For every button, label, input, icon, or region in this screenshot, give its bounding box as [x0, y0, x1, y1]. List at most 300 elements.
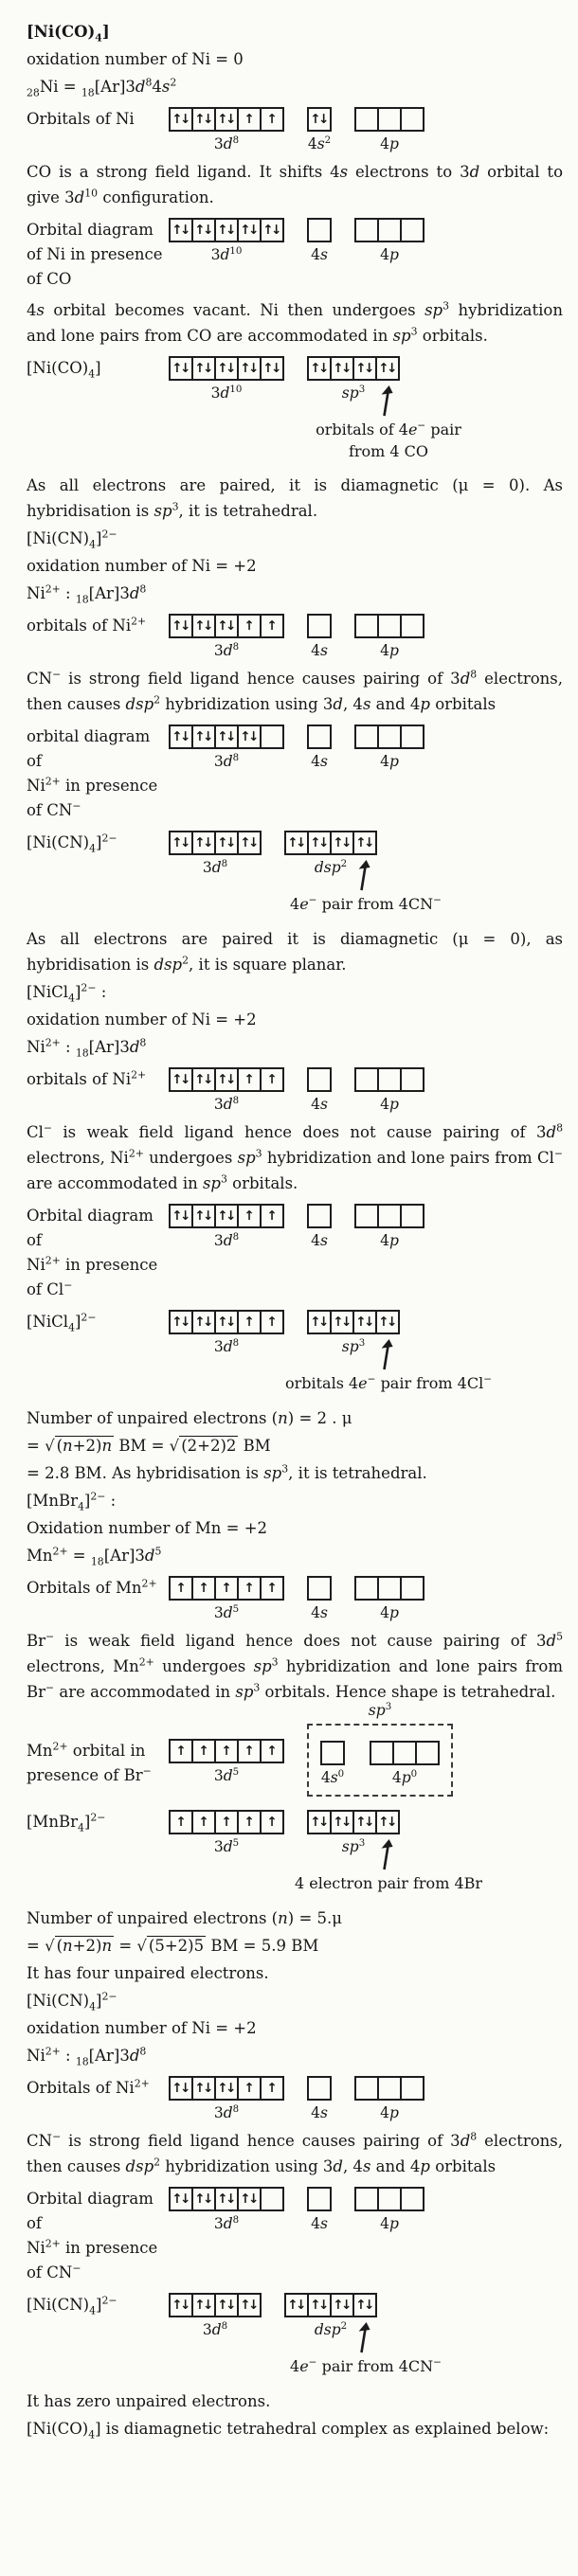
orbital-box [214, 218, 239, 242]
orbital-group [354, 1576, 424, 1622]
orbital-group [307, 1576, 332, 1622]
orbital-box [260, 1576, 284, 1601]
orbital-box [214, 2293, 239, 2317]
orbital-box [307, 2187, 332, 2211]
orbital-box [352, 1310, 377, 1334]
orbital-box [237, 1576, 262, 1601]
orbital-boxes [169, 831, 262, 855]
orbital-boxes [307, 2187, 332, 2211]
paragraph: CO is a strong field ligand. It shifts 4s electrons to 3d orbital to give $3d^{10}$ configuration. [27, 163, 563, 206]
orbital-box [237, 1310, 262, 1334]
orbital-boxes [307, 1204, 332, 1228]
diagram-label: Orbitals of $Mn^{2+}$ [27, 1577, 157, 1597]
diagram-label: [MnBr$_4$]$^{2-}$ [27, 1811, 106, 1834]
orbital-box [237, 1067, 262, 1092]
orbital-diagram [27, 1065, 563, 1114]
diagram-label: orbitals of $Ni^{2+}$ [27, 615, 147, 635]
orbital-subshell-label: $3d^8$ [213, 641, 240, 659]
orbital-box [169, 724, 193, 749]
orbital-box [191, 1067, 216, 1092]
orbital-box [377, 614, 402, 638]
orbital-subshell-label: 4s [311, 246, 328, 263]
orbital-boxes [307, 107, 332, 132]
section-heading: [NiCl$_4$]$^{2-}$ : [27, 981, 107, 1005]
orbital-group [169, 831, 262, 877]
paragraph: CN− is strong field ligand hence causes pairing of $3d^8$ electrons, then causes dsp$^2$ hybridization using 3d, 4s and 4p orbitals [27, 668, 563, 713]
orbital-diagram [27, 105, 563, 153]
orbital-group [307, 1067, 332, 1114]
orbital-box [214, 107, 239, 132]
paired-electrons-icon: ↑↓ [194, 2081, 211, 2096]
orbital-box [191, 107, 216, 132]
orbital-box [352, 2293, 377, 2317]
sqrt-expression: √ (n+2)n [45, 1437, 113, 1455]
orbital-box [191, 724, 216, 749]
paired-electrons-icon: ↑↓ [217, 361, 234, 376]
paragraph: As all electrons are paired it is diamagnetic (μ = 0), as hybridisation is dsp$^2$, it is square planar. [27, 930, 563, 974]
orbital-boxes [169, 2293, 262, 2317]
paragraph: $Ni^{2+}$ : $_{18}[Ar]3d^8$ [27, 1036, 147, 1060]
unpaired-electron-icon: ↑ [244, 1072, 255, 1087]
paired-electrons-icon: ↑↓ [172, 729, 189, 744]
unpaired-electron-icon: ↑ [244, 1744, 255, 1759]
orbital-subshell-label: $3d^{10}$ [210, 384, 243, 402]
orbital-box [237, 2187, 262, 2211]
paired-electrons-icon: ↑↓ [240, 2191, 257, 2207]
paired-electrons-icon: ↑↓ [194, 2298, 211, 2313]
orbital-subshell-label: $3d^8$ [213, 2214, 240, 2232]
paired-electrons-icon: ↑↓ [217, 1072, 234, 1087]
section-heading: $[Ni(CN)_4]^{2-}$ [27, 1990, 117, 2013]
orbital-box [307, 724, 332, 749]
orbital-group [307, 724, 332, 771]
orbital-boxes [307, 1067, 332, 1092]
orbital-box [237, 2076, 262, 2101]
orbital-box [354, 218, 379, 242]
orbital-group [294, 1810, 483, 1892]
orbital-box [260, 1810, 284, 1834]
annotation-arrow-icon [356, 2322, 372, 2354]
orbital-group [169, 1204, 284, 1250]
orbital-group [354, 107, 424, 153]
orbital-subshell-label: 4p [380, 642, 399, 659]
orbital-box [237, 356, 262, 381]
orbital-boxes [354, 2187, 424, 2211]
orbital-boxes [169, 2187, 284, 2211]
orbital-box [307, 1810, 332, 1834]
orbital-box [169, 1810, 193, 1834]
paired-electrons-icon: ↑↓ [172, 1208, 189, 1224]
paragraph: = √ (n+2)n BM = √ (2+2)2 BM [27, 1437, 271, 1455]
orbital-box [320, 1741, 345, 1765]
orbital-box [284, 2293, 309, 2317]
orbital-box [169, 107, 193, 132]
unpaired-electron-icon: ↑ [198, 1744, 209, 1759]
orbital-box [237, 218, 262, 242]
paired-electrons-icon: ↑↓ [194, 223, 211, 238]
orbital-boxes [370, 1741, 440, 1765]
paragraph: It has zero unpaired electrons. [27, 2392, 271, 2410]
diagram-label: $Mn^{2+}$ orbital in presence of Br− [27, 1740, 152, 1784]
orbital-group [169, 1810, 284, 1856]
orbital-box [354, 1576, 379, 1601]
orbital-boxes [354, 218, 424, 242]
orbital-box [352, 831, 377, 855]
orbital-subshell-label: 4s [311, 2215, 328, 2232]
paired-electrons-icon: ↑↓ [172, 2298, 189, 2313]
paired-electrons-icon: ↑↓ [310, 112, 327, 127]
paired-electrons-icon: ↑↓ [194, 1315, 211, 1330]
diagram-label: Orbitals of $Ni^{2+}$ [27, 2077, 150, 2097]
paragraph: Number of unpaired electrons (n) = 2 . μ [27, 1409, 352, 1427]
paired-electrons-icon: ↑↓ [287, 2298, 304, 2313]
orbital-box [169, 218, 193, 242]
diagram-groups [169, 612, 424, 660]
orbital-subshell-label: $3d^8$ [213, 752, 240, 770]
orbital-box [260, 2187, 284, 2211]
diagram-groups [169, 2074, 424, 2122]
paragraph: oxidation number of Ni = +2 [27, 557, 257, 575]
orbital-diagram [27, 612, 563, 660]
orbital-box [307, 2293, 332, 2317]
orbital-box [191, 2293, 216, 2317]
diagram-groups [169, 2185, 424, 2233]
paired-electrons-icon: ↑↓ [378, 1815, 395, 1830]
orbital-diagram [27, 829, 563, 913]
orbital-boxes [169, 1810, 284, 1834]
orbital-box [307, 356, 332, 381]
paired-electrons-icon: ↑↓ [240, 223, 257, 238]
diagram-label: orbital diagram of $Ni^{2+}$ in presence of CN− [27, 727, 158, 819]
orbital-subshell-label: 4p [380, 1232, 399, 1249]
diagram-groups [169, 1808, 483, 1892]
paired-electrons-icon: ↑↓ [287, 835, 304, 850]
orbital-diagram [27, 1808, 563, 1892]
orbital-subshell-label: 4s [311, 642, 328, 659]
orbital-box [400, 1576, 424, 1601]
paired-electrons-icon: ↑↓ [194, 1072, 211, 1087]
orbital-group [320, 1741, 345, 1787]
orbital-box [400, 614, 424, 638]
paired-electrons-icon: ↑↓ [378, 1315, 395, 1330]
paired-electrons-icon: ↑↓ [217, 729, 234, 744]
diagram-groups [169, 1308, 493, 1392]
diagram-groups [169, 1202, 424, 1250]
orbital-box [214, 1739, 239, 1763]
orbital-group [284, 831, 442, 913]
orbital-box [375, 1310, 400, 1334]
annotation-text: 4e− pair from 4CN− [290, 2356, 442, 2375]
paired-electrons-icon: ↑↓ [217, 835, 234, 850]
diagram-groups [169, 354, 461, 460]
orbital-boxes [354, 724, 424, 749]
paragraph: $Ni^{2+}$ : $_{18}[Ar]3d^8$ [27, 582, 147, 606]
orbital-subshell-label: 4s [311, 1096, 328, 1113]
orbital-diagram [27, 723, 563, 823]
orbital-box [191, 356, 216, 381]
orbital-boxes [169, 107, 284, 132]
orbital-boxes [169, 1067, 284, 1092]
unpaired-electron-icon: ↑ [266, 1581, 278, 1596]
diagram-groups [169, 1574, 424, 1622]
orbital-boxes [169, 614, 284, 638]
hybrid-orbitals-dashed-box [307, 1701, 453, 1797]
orbital-box [214, 1310, 239, 1334]
unpaired-electron-icon: ↑ [244, 618, 255, 634]
orbital-box [354, 1067, 379, 1092]
orbital-group [307, 218, 332, 264]
paragraph: It has four unpaired electrons. [27, 1964, 269, 1982]
orbital-diagram [27, 2185, 563, 2285]
orbital-boxes [307, 614, 332, 638]
orbital-boxes [307, 218, 332, 242]
sqrt-expression: √ (2+2)2 [169, 1437, 237, 1455]
hybridization-label: $sp^3$ [368, 1701, 392, 1719]
orbital-group [169, 1067, 284, 1114]
orbital-subshell-label: $3d^8$ [213, 1337, 240, 1355]
orbital-group [307, 614, 332, 660]
paired-electrons-icon: ↑↓ [172, 2191, 189, 2207]
orbital-boxes [169, 724, 284, 749]
orbital-box [214, 1067, 239, 1092]
orbital-box [330, 1310, 354, 1334]
orbital-subshell-label: $3d^8$ [213, 134, 240, 152]
diagram-groups [169, 829, 442, 913]
annotation-arrow-icon [379, 385, 395, 418]
orbital-box [237, 1204, 262, 1228]
orbital-box [377, 1576, 402, 1601]
paired-electrons-icon: ↑↓ [217, 112, 234, 127]
orbital-group [307, 1204, 332, 1250]
unpaired-electron-icon: ↑ [266, 618, 278, 634]
orbital-box [400, 1067, 424, 1092]
paired-electrons-icon: ↑↓ [310, 2298, 327, 2313]
paired-electrons-icon: ↑↓ [172, 2081, 189, 2096]
paired-electrons-icon: ↑↓ [217, 2081, 234, 2096]
paired-electrons-icon: ↑↓ [172, 1072, 189, 1087]
orbital-box [354, 724, 379, 749]
unpaired-electron-icon: ↑ [244, 1315, 255, 1330]
orbital-subshell-label: 4s [311, 2104, 328, 2121]
paired-electrons-icon: ↑↓ [333, 1315, 350, 1330]
orbital-box [307, 107, 332, 132]
orbital-box [169, 1739, 193, 1763]
unpaired-electron-icon: ↑ [244, 1208, 255, 1224]
unpaired-electron-icon: ↑ [175, 1744, 187, 1759]
orbital-diagram [27, 1202, 563, 1302]
orbital-group [354, 724, 424, 771]
orbital-box [352, 1810, 377, 1834]
orbital-box [237, 1810, 262, 1834]
orbital-box [260, 724, 284, 749]
orbital-subshell-label: dsp$^2$ [314, 2320, 348, 2338]
paired-electrons-icon: ↑↓ [240, 2298, 257, 2313]
orbital-group [169, 2187, 284, 2233]
paired-electrons-icon: ↑↓ [217, 618, 234, 634]
orbital-box [237, 2293, 262, 2317]
diagram-label: $[Ni(CN)_4]^{2-}$ [27, 832, 117, 855]
orbital-box [214, 356, 239, 381]
orbital-box [214, 831, 239, 855]
orbital-group [169, 218, 284, 264]
orbital-box [191, 614, 216, 638]
orbital-box [377, 1204, 402, 1228]
orbital-subshell-label: $sp^3$ [341, 384, 366, 402]
paragraph: = 2.8 BM. As hybridisation is $sp^3$, it is tetrahedral. [27, 1462, 427, 1482]
orbital-box [260, 1310, 284, 1334]
orbital-box [330, 1810, 354, 1834]
orbital-diagram [27, 1574, 563, 1622]
orbital-box [237, 831, 262, 855]
orbital-box [260, 1739, 284, 1763]
orbital-group [354, 2076, 424, 2122]
paired-electrons-icon: ↑↓ [355, 1315, 372, 1330]
diagram-label: Orbital diagram of $Ni^{2+}$ in presence of CN− [27, 2190, 158, 2281]
unpaired-electron-icon: ↑ [221, 1815, 232, 1830]
orbital-group [307, 2187, 332, 2233]
paired-electrons-icon: ↑↓ [194, 361, 211, 376]
unpaired-electron-icon: ↑ [244, 1815, 255, 1830]
orbital-diagram [27, 2291, 563, 2375]
paired-electrons-icon: ↑↓ [172, 1315, 189, 1330]
orbital-subshell-label: $3d^8$ [213, 2103, 240, 2121]
unpaired-electron-icon: ↑ [266, 1315, 278, 1330]
orbital-diagram [27, 216, 563, 292]
annotation-text: 4e− pair from 4CN− [290, 894, 442, 913]
diagram-label: [NiCl$_4$]$^{2-}$ [27, 1311, 97, 1334]
orbital-box [237, 724, 262, 749]
orbital-subshell-label: dsp$^2$ [314, 858, 348, 876]
paragraph: oxidation number of Ni = 0 [27, 50, 244, 68]
orbital-diagram [27, 354, 563, 460]
diagram-label: Orbitals of Ni [27, 110, 135, 128]
paired-electrons-icon: ↑↓ [310, 1315, 327, 1330]
orbital-diagram [27, 2074, 563, 2122]
unpaired-electron-icon: ↑ [266, 1815, 278, 1830]
orbital-boxes [169, 2076, 284, 2101]
orbital-subshell-label: 4p [380, 753, 399, 770]
paired-electrons-icon: ↑↓ [217, 223, 234, 238]
orbital-group [354, 1067, 424, 1114]
orbital-diagram [27, 1308, 563, 1392]
orbital-group [169, 2076, 284, 2122]
unpaired-electron-icon: ↑ [221, 1744, 232, 1759]
orbital-box [214, 1576, 239, 1601]
paired-electrons-icon: ↑↓ [333, 1815, 350, 1830]
orbital-box [191, 2187, 216, 2211]
orbital-boxes [169, 1204, 284, 1228]
orbital-box [377, 2187, 402, 2211]
orbital-box [191, 831, 216, 855]
orbital-box [191, 1576, 216, 1601]
orbital-boxes [307, 2076, 332, 2101]
orbital-boxes [354, 1204, 424, 1228]
orbital-box [377, 218, 402, 242]
paired-electrons-icon: ↑↓ [310, 1815, 327, 1830]
orbital-box [260, 2076, 284, 2101]
orbital-box [214, 2187, 239, 2211]
orbital-boxes [307, 356, 400, 381]
orbital-box [415, 1741, 440, 1765]
orbital-box [307, 614, 332, 638]
orbital-boxes [354, 107, 424, 132]
annotation-arrow-icon [356, 860, 372, 892]
orbital-boxes [307, 724, 332, 749]
orbital-subshell-label: 4p [380, 2215, 399, 2232]
orbital-group [284, 2293, 442, 2375]
orbital-diagram [27, 1701, 563, 1797]
orbital-box [169, 356, 193, 381]
orbital-box [237, 614, 262, 638]
orbital-box [191, 2076, 216, 2101]
unpaired-electron-icon: ↑ [244, 1581, 255, 1596]
orbital-box [375, 356, 400, 381]
orbital-subshell-label: 4p [380, 135, 399, 152]
orbital-box [307, 1067, 332, 1092]
paired-electrons-icon: ↑↓ [240, 835, 257, 850]
paragraph: As all electrons are paired, it is diamagnetic (μ = 0). As hybridisation is $sp^3$, it is tetrahedral. [27, 476, 563, 520]
section-heading: $[Ni(CN)_4]^{2-}$ [27, 528, 117, 551]
orbital-box [260, 107, 284, 132]
orbital-box [377, 724, 402, 749]
paired-electrons-icon: ↑↓ [262, 223, 280, 238]
sqrt-expression: √ (n+2)n [45, 1937, 113, 1955]
orbital-box [169, 1576, 193, 1601]
paired-electrons-icon: ↑↓ [194, 112, 211, 127]
unpaired-electron-icon: ↑ [266, 2081, 278, 2096]
orbital-group [169, 107, 284, 153]
diagram-label: orbitals of $Ni^{2+}$ [27, 1068, 147, 1088]
paired-electrons-icon: ↑↓ [310, 361, 327, 376]
orbital-box [260, 356, 284, 381]
orbital-group [354, 1204, 424, 1250]
paired-electrons-icon: ↑↓ [333, 361, 350, 376]
orbital-box [169, 831, 193, 855]
paired-electrons-icon: ↑↓ [194, 2191, 211, 2207]
unpaired-electron-icon: ↑ [266, 1744, 278, 1759]
orbital-subshell-label: $sp^3$ [341, 1837, 366, 1855]
section-heading: [MnBr$_4$]$^{2-}$ : [27, 1490, 117, 1513]
unpaired-electron-icon: ↑ [221, 1581, 232, 1596]
orbital-box [307, 1576, 332, 1601]
orbital-box [330, 831, 354, 855]
orbital-subshell-label: $4s^2$ [307, 134, 332, 152]
orbital-box [354, 2187, 379, 2211]
orbital-subshell-label: 4s [311, 753, 328, 770]
paired-electrons-icon: ↑↓ [355, 361, 372, 376]
paired-electrons-icon: ↑↓ [355, 2298, 372, 2313]
orbital-box [377, 2076, 402, 2101]
annotation-arrow-icon [379, 1339, 395, 1371]
orbital-boxes [284, 2293, 377, 2317]
diagram-label: Orbital diagram of Ni in presence of CO [27, 221, 163, 288]
paired-electrons-icon: ↑↓ [194, 835, 211, 850]
orbital-box [191, 1810, 216, 1834]
orbital-box [400, 107, 424, 132]
paired-electrons-icon: ↑↓ [172, 618, 189, 634]
orbital-box [377, 1067, 402, 1092]
orbital-subshell-label: 4s [311, 1232, 328, 1249]
orbital-box [307, 831, 332, 855]
orbital-subshell-label: $3d^5$ [213, 1766, 240, 1784]
annotation-text: 4 electron pair from 4Br [294, 1874, 483, 1892]
paired-electrons-icon: ↑↓ [355, 1815, 372, 1830]
orbital-box [400, 2076, 424, 2101]
unpaired-electron-icon: ↑ [175, 1815, 187, 1830]
orbital-box [169, 614, 193, 638]
diagram-label: $[Ni(CN)_4]^{2-}$ [27, 2294, 117, 2317]
orbital-group [307, 107, 332, 153]
